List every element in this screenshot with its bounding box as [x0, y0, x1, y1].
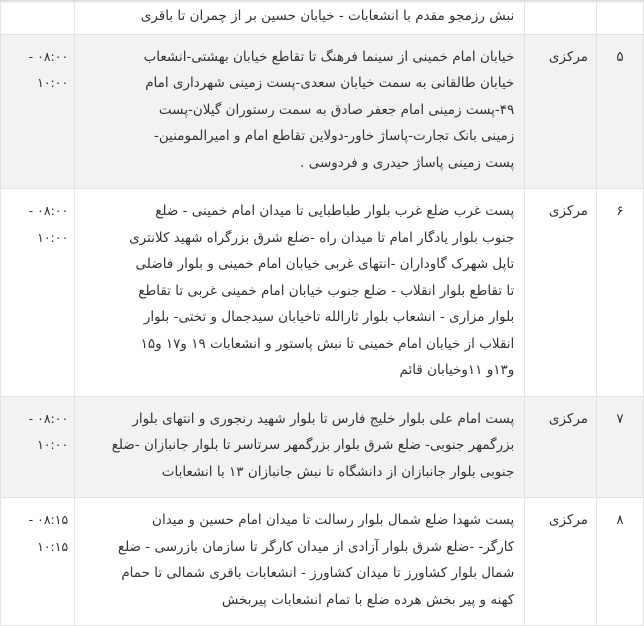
time-range: ۰۸:۱۵ - ۱۰:۱۵	[1, 498, 75, 626]
address-line: تا تقاطع بلوار انقلاب - ضلع جنوب خیابان امام خمینی غربی تا تقاطع	[138, 282, 515, 299]
address-line: پست غرب ضلع غرب بلوار طباطبایی تا میدان امام خمینی - ضلع	[155, 203, 515, 219]
top-shadow	[0, 0, 644, 4]
row-number: ۵	[597, 34, 644, 189]
address-cell	[75, 189, 525, 397]
table-row	[1, 189, 644, 397]
table-row	[1, 34, 644, 189]
address-line: انقلاب از خیابان امام خمینی تا نبش پاستور و انشعابات ۱۹ و۱۷ و۱۵	[140, 335, 515, 352]
row-number	[597, 1, 644, 35]
row-number: ۸	[597, 498, 644, 626]
address-line: خیابان طالقانی به سمت خیابان سعدی-پست زمینی شهرداری امام	[145, 75, 515, 91]
time-range: ۰۸:۰۰ - ۱۰:۰۰	[1, 34, 75, 189]
address-line: زمینی بانک تجارت-پاساژ خاور-دولاین تقاطع امام و امیرالمومنین-	[153, 128, 515, 144]
area-name: مرکزی	[525, 498, 597, 626]
address-cell	[75, 1, 525, 35]
address-line: شمال بلوار کشاورز تا میدان کشاورز - انشعابات باقری شمالی تا حمام	[121, 565, 515, 581]
address-line: تاپل شهرک گاوداران -انتهای غربی خیابان امام خمینی و بلوار فاضلی	[135, 256, 515, 272]
address-line: بزرگمهر جنوبی- ضلع شرق بلوار بزرگمهر سرتاسر تا بلوار جانبازان -ضلع	[111, 437, 515, 453]
row-number: ۶	[597, 189, 644, 397]
area-name	[525, 1, 597, 35]
address-line: جنوب بلوار یادگار امام تا میدان راه -ضلع شرق بزرگراه شهید کلانتری	[129, 229, 515, 246]
table-row	[1, 1, 644, 35]
table-row	[1, 498, 644, 626]
address-line: پست امام علی بلوار خلیج فارس تا بلوار شهید رنجوری و انتهای بلوار	[132, 410, 515, 427]
address-line: پست شهدا ضلع شمال بلوار رسالت تا میدان امام حسین و میدان	[152, 512, 515, 528]
address-line: نبش رزمجو مقدم با انشعابات - خیابان حسین بر از چمران تا باقری	[140, 8, 515, 24]
address-line: کارگر- -ضلع شرق بلوار آزادی از میدان کارگر تا سازمان بازرسی - ضلع	[117, 538, 515, 555]
address-line: بلوار مزاری - انشعاب بلوار ثارالله تاخیابان سیدجمال و تختی- بلوار	[143, 309, 515, 325]
time-range: ۰۸:۰۰ - ۱۰:۰۰	[1, 189, 75, 397]
address-line: پست زمینی پاساژ حیدری و فردوسی .	[300, 154, 515, 171]
area-name: مرکزی	[525, 396, 597, 498]
area-name: مرکزی	[525, 34, 597, 189]
address-line: ۴۹-پست زمینی امام جعفر صادق به سمت رستوران گیلان-پست	[158, 101, 515, 118]
address-line: خیابان امام خمینی از سینما فرهنگ تا تقاطع خیابان بهشتی-انشعاب	[143, 48, 515, 65]
address-cell	[75, 34, 525, 189]
address-line: کهنه و پیر بخش هرده ضلع با تمام انشعابات پیربخش	[221, 591, 515, 608]
address-line: و۱۳و ۱۱وخیابان قائم	[399, 362, 515, 378]
time-range	[1, 1, 75, 35]
address-cell	[75, 498, 525, 626]
address-cell	[75, 396, 525, 498]
row-number: ۷	[597, 396, 644, 498]
table-row	[1, 396, 644, 498]
time-range: ۰۸:۰۰ - ۱۰:۰۰	[1, 396, 75, 498]
address-line: جنوبی بلوار جانبازان از دانشگاه تا نبش جانبازان ۱۳ با انشعابات	[161, 463, 515, 480]
area-name: مرکزی	[525, 189, 597, 397]
